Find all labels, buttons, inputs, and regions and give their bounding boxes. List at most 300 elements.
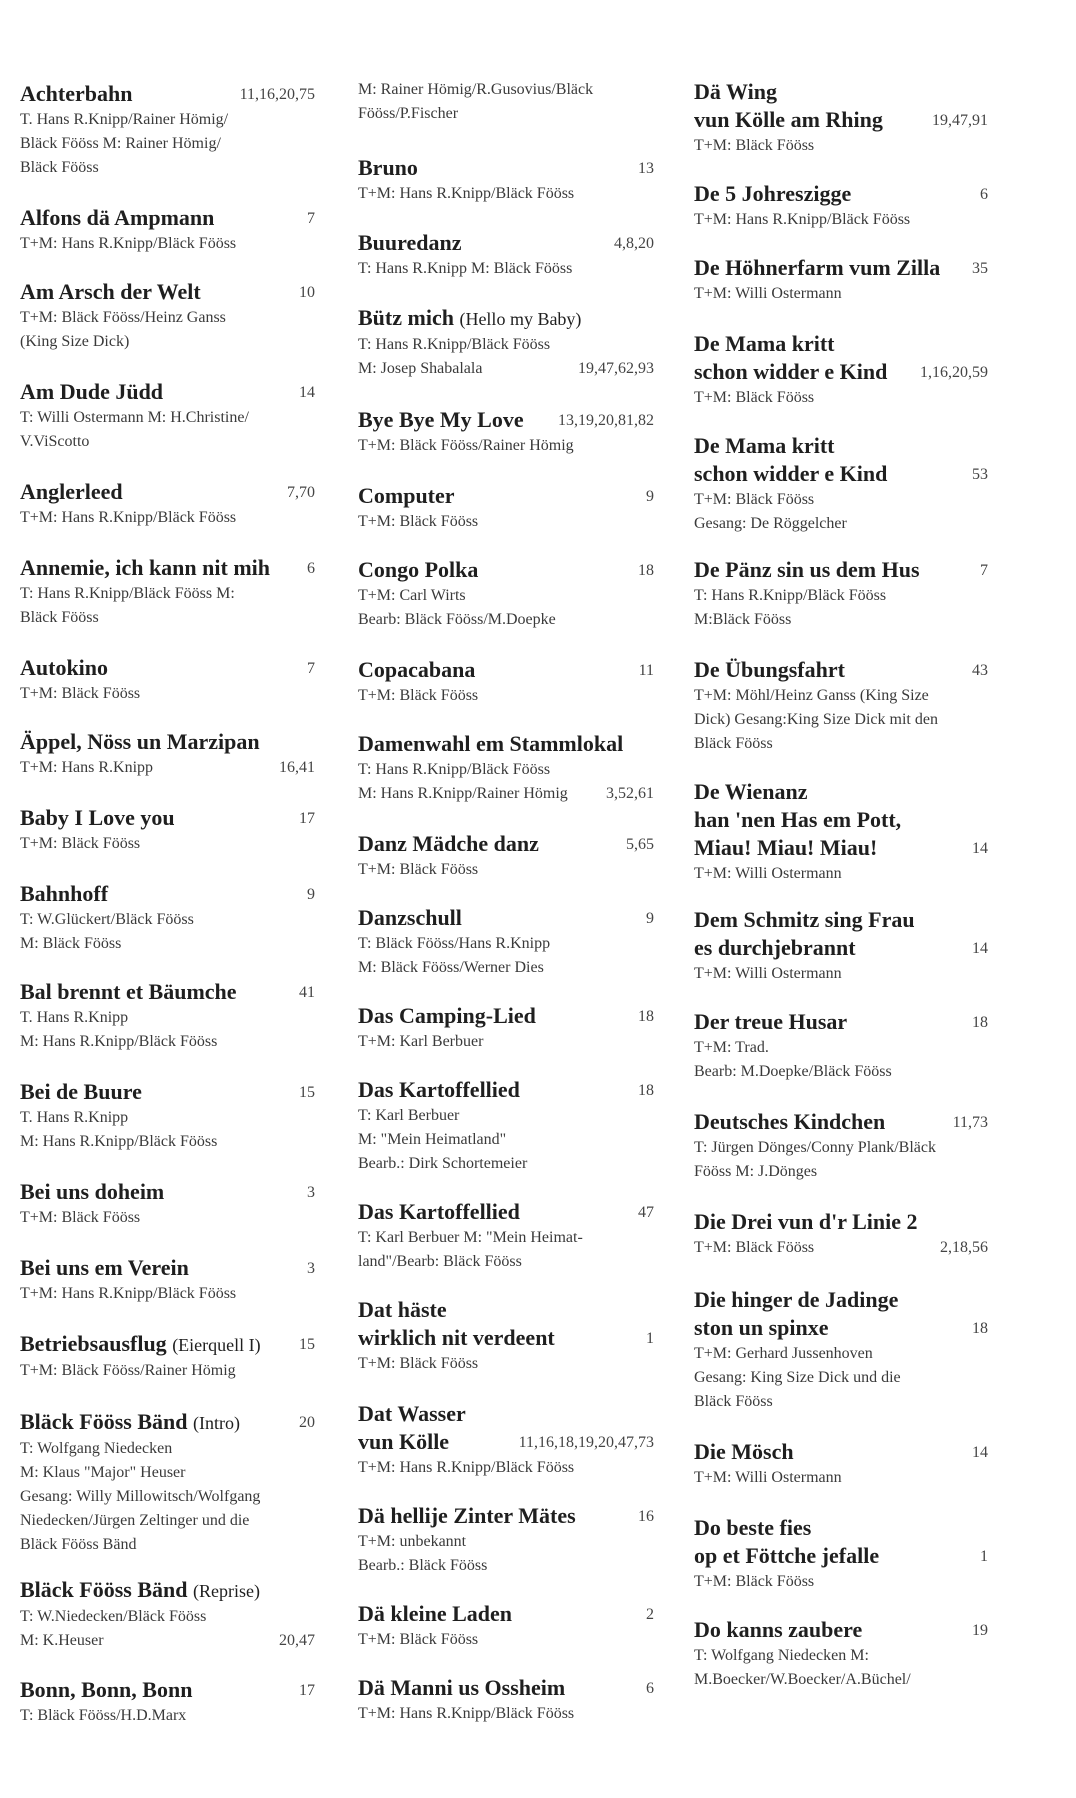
index-entry: [20, 554, 315, 630]
index-entry: [358, 78, 654, 126]
song-title: [20, 1676, 315, 1704]
page-numbers: 9: [646, 488, 654, 505]
page-numbers: 20: [299, 1414, 315, 1431]
credit-text: Bläck Fööss Bänd: [20, 1536, 137, 1553]
song-credits: [694, 684, 988, 708]
credit-text: M: Bläck Fööss: [20, 935, 122, 952]
song-title: [694, 460, 988, 488]
credit-text: T+M: Karl Berbuer: [358, 1033, 484, 1050]
song-title: [694, 806, 988, 834]
song-title-text: Damenwahl em Stammlokal: [358, 731, 624, 756]
index-entry: [358, 1002, 654, 1054]
song-title: [694, 556, 988, 584]
credit-text: T+M: Bläck Fööss: [358, 687, 479, 704]
credit-text: T+M: Bläck Fööss: [358, 1631, 479, 1648]
song-credits: [20, 932, 315, 956]
song-title-text: Danzschull: [358, 905, 462, 930]
song-credits: [358, 1104, 654, 1128]
song-title: [358, 1296, 654, 1324]
index-entry: [694, 1438, 988, 1490]
song-title: [694, 358, 988, 386]
page-numbers: 47: [638, 1204, 654, 1221]
credit-text: Niedecken/Jürgen Zeltinger und die: [20, 1512, 250, 1529]
song-title-text: Dat häste: [358, 1297, 447, 1322]
index-entry: [358, 1400, 654, 1480]
song-title: [20, 1330, 315, 1359]
page-numbers: 15: [299, 1336, 315, 1353]
page-numbers: 35: [972, 260, 988, 277]
song-credits: [694, 862, 988, 886]
song-credits: [694, 1236, 988, 1260]
song-credits: [358, 858, 654, 882]
song-title-text: Achterbahn: [20, 81, 133, 106]
page-numbers: 7: [307, 660, 315, 677]
song-title-text: Annemie, ich kann nit mih: [20, 555, 270, 580]
credit-text: T+M: Hans R.Knipp/Bläck Fööss: [358, 1705, 575, 1722]
credit-text: T+M: Möhl/Heinz Ganss (King Size: [694, 687, 929, 704]
song-title: [694, 1616, 988, 1644]
song-title-text: De Übungsfahrt: [694, 657, 845, 682]
credit-text: T: Hans R.Knipp/Bläck Fööss M:: [20, 585, 235, 602]
song-credits: [694, 708, 988, 732]
song-credits: [358, 758, 654, 782]
song-title: [358, 1076, 654, 1104]
song-title-text: op et Föttche jefalle: [694, 1543, 880, 1568]
song-title: [694, 1438, 988, 1466]
song-title-text: Dä hellije Zinter Mätes: [358, 1503, 576, 1528]
song-subtitle: (Intro): [193, 1413, 240, 1433]
credit-text: T: Hans R.Knipp/Bläck Fööss: [358, 761, 551, 778]
index-entry: [694, 556, 988, 632]
page-numbers: 6: [646, 1680, 654, 1697]
credit-text: Bläck Fööss: [20, 159, 99, 176]
page-numbers: 1,16,20,59: [920, 364, 988, 381]
song-title: [20, 728, 315, 756]
index-entry: [358, 482, 654, 534]
credit-text: T: Bläck Fööss/Hans R.Knipp: [358, 935, 551, 952]
page-numbers: 18: [638, 1082, 654, 1099]
index-entry: [20, 80, 315, 180]
credit-text: T+M: Carl Wirts: [358, 587, 466, 604]
song-title: [358, 1002, 654, 1030]
song-title-text: Bal brennt et Bäumche: [20, 979, 237, 1004]
page-numbers: 20,47: [279, 1632, 315, 1649]
song-credits: [694, 1036, 988, 1060]
song-credits: [358, 782, 654, 806]
credit-text: M: Josep Shabalala: [358, 360, 483, 377]
song-credits: [358, 684, 654, 708]
credit-text: Bearb.: Bläck Fööss: [358, 1557, 488, 1574]
credit-text: T+M: unbekannt: [358, 1533, 467, 1550]
credit-text: T+M: Bläck Fööss: [20, 835, 141, 852]
credit-text: T: Karl Berbuer: [358, 1107, 460, 1124]
song-title-text: Die Drei vun d'r Linie 2: [694, 1209, 918, 1234]
index-entry: [694, 1208, 988, 1260]
index-entry: [358, 304, 654, 381]
song-title: [694, 78, 988, 106]
song-credits: [694, 1136, 988, 1160]
song-credits: [20, 1485, 315, 1509]
song-title-text: Das Kartoffellied: [358, 1077, 520, 1102]
song-title: [20, 554, 315, 582]
song-title-text: Am Dude Jüdd: [20, 379, 164, 404]
credit-text: T: W.Niedecken/Bläck Fööss: [20, 1608, 207, 1625]
page-numbers: 43: [972, 662, 988, 679]
page-numbers: 3,52,61: [606, 785, 654, 802]
credit-text: Gesang: Willy Millowitsch/Wolfgang: [20, 1488, 261, 1505]
song-title-text: Bruno: [358, 155, 418, 180]
credit-text: Bläck Fööss: [694, 735, 773, 752]
song-title: [694, 1514, 988, 1542]
index-entry: [20, 478, 315, 530]
page-numbers: 9: [307, 886, 315, 903]
song-credits: [358, 932, 654, 956]
credit-text: T+M: Bläck Fööss: [694, 389, 815, 406]
song-credits: [358, 434, 654, 458]
song-title-text: Alfons dä Ampmann: [20, 205, 215, 230]
index-entry: [20, 978, 315, 1054]
song-title-text: De Mama kritt: [694, 433, 835, 458]
credit-text: Gesang: King Size Dick und die: [694, 1369, 901, 1386]
index-entry: [358, 656, 654, 708]
credit-text: T: Hans R.Knipp/Bläck Fööss: [358, 336, 551, 353]
song-title-text: Congo Polka: [358, 557, 479, 582]
song-credits: [20, 1605, 315, 1629]
song-title: [20, 1408, 315, 1437]
song-credits: [694, 1668, 988, 1692]
song-title-text: Deutsches Kindchen: [694, 1109, 886, 1134]
credit-text: T+M: Hans R.Knipp/Bläck Fööss: [694, 211, 911, 228]
song-title: [20, 978, 315, 1006]
credit-text: T+M: Bläck Fööss: [358, 513, 479, 530]
song-title-text: han 'nen Has em Pott,: [694, 807, 902, 832]
index-entry: [20, 880, 315, 956]
song-title: [358, 730, 654, 758]
song-title-text: Bei de Buure: [20, 1079, 142, 1104]
song-title-text: Dä kleine Laden: [358, 1601, 513, 1626]
song-title: [20, 478, 315, 506]
song-title-text: Baby I Love you: [20, 805, 175, 830]
index-entry: [694, 906, 988, 986]
credit-text: M.Boecker/W.Boecker/A.Büchel/: [694, 1671, 911, 1688]
song-subtitle: (Eierquell I): [172, 1335, 261, 1355]
song-title-text: De Wienanz: [694, 779, 808, 804]
index-entry: [358, 1076, 654, 1176]
page-numbers: 19,47,91: [932, 112, 988, 129]
song-title: [694, 254, 988, 282]
song-title-text: Danz Mädche danz: [358, 831, 539, 856]
song-title-text: Do kanns zaubere: [694, 1617, 863, 1642]
song-credits: [358, 510, 654, 534]
page-numbers: 14: [299, 384, 315, 401]
song-credits: [20, 132, 315, 156]
page-numbers: 6: [307, 560, 315, 577]
credit-text: M: Rainer Hömig/R.Gusovius/Bläck: [358, 81, 594, 98]
song-title-text: De Mama kritt: [694, 331, 835, 356]
credit-text: M: K.Heuser: [20, 1632, 104, 1649]
song-credits: [358, 333, 654, 357]
credit-text: T+M: Bläck Fööss/Heinz Ganss: [20, 309, 226, 326]
song-title: [694, 180, 988, 208]
song-credits: [358, 1352, 654, 1376]
song-title-text: Bütz mich: [358, 305, 454, 330]
credit-text: Bläck Fööss: [694, 1393, 773, 1410]
song-credits: [20, 682, 315, 706]
index-entry: [694, 254, 988, 306]
credit-text: T: Willi Ostermann M: H.Christine/: [20, 409, 249, 426]
credit-text: T+M: Bläck Fööss: [694, 137, 815, 154]
credit-text: Fööss/P.Fischer: [358, 105, 459, 122]
index-entry: [694, 778, 988, 886]
song-title: [358, 154, 654, 182]
page-numbers: 11,16,18,19,20,47,73: [518, 1434, 654, 1451]
song-title: [694, 906, 988, 934]
index-entry: [358, 1674, 654, 1726]
index-entry: [20, 1408, 315, 1557]
credit-text: T. Hans R.Knipp: [20, 1009, 129, 1026]
page-numbers: 3: [307, 1260, 315, 1277]
song-credits: [358, 1250, 654, 1274]
credit-text: T+M: Hans R.Knipp/Bläck Fööss: [20, 1285, 237, 1302]
song-title: [694, 934, 988, 962]
index-entry: [694, 656, 988, 756]
credit-text: land"/Bearb: Bläck Fööss: [358, 1253, 522, 1270]
credit-text: Bläck Fööss: [20, 609, 99, 626]
song-credits: [20, 306, 315, 330]
page-numbers: 41: [299, 984, 315, 1001]
page-numbers: 13: [638, 160, 654, 177]
index-entry: [694, 1286, 988, 1414]
song-title: [694, 1314, 988, 1342]
credit-text: Dick) Gesang:King Size Dick mit den: [694, 711, 938, 728]
song-title: [694, 656, 988, 684]
page-numbers: 6: [980, 186, 988, 203]
page-numbers: 53: [972, 466, 988, 483]
song-title-text: Die Mösch: [694, 1439, 794, 1464]
song-title: [694, 1008, 988, 1036]
song-credits: [694, 208, 988, 232]
song-credits: [358, 357, 654, 381]
song-title-text: Am Arsch der Welt: [20, 279, 201, 304]
credit-text: M: Hans R.Knipp/Bläck Fööss: [20, 1033, 218, 1050]
song-title: [694, 432, 988, 460]
song-title-text: Das Kartoffellied: [358, 1199, 520, 1224]
song-credits: [20, 156, 315, 180]
song-title-text: Copacabana: [358, 657, 476, 682]
index-entry: [694, 330, 988, 410]
song-title: [694, 778, 988, 806]
credit-text: T+M: Gerhard Jussenhoven: [694, 1345, 873, 1362]
index-entry: [694, 1616, 988, 1692]
song-credits: [20, 1359, 315, 1383]
index-entry: [358, 556, 654, 632]
song-credits: [20, 506, 315, 530]
song-credits: [20, 406, 315, 430]
song-title: [358, 656, 654, 684]
song-credits: [358, 182, 654, 206]
index-entry: [20, 1576, 315, 1653]
index-entry: [358, 154, 654, 206]
song-title-text: Bläck Fööss Bänd: [20, 1409, 188, 1434]
credit-text: M: Hans R.Knipp/Rainer Hömig: [358, 785, 568, 802]
song-title: [20, 1254, 315, 1282]
song-title: [358, 830, 654, 858]
index-entry: [358, 1296, 654, 1376]
song-credits: [358, 257, 654, 281]
index-entry: [20, 804, 315, 856]
song-credits: [694, 386, 988, 410]
song-credits: [694, 1342, 988, 1366]
index-entry: [694, 1008, 988, 1084]
page-numbers: 7: [307, 210, 315, 227]
song-credits: [694, 1390, 988, 1414]
song-credits: [20, 1030, 315, 1054]
song-credits: [20, 582, 315, 606]
credit-text: M: Bläck Fööss/Werner Dies: [358, 959, 544, 976]
credit-text: T+M: Bläck Fööss/Rainer Hömig: [358, 437, 574, 454]
song-title: [694, 330, 988, 358]
index-entry: [20, 378, 315, 454]
index-entry: [20, 654, 315, 706]
song-title: [20, 654, 315, 682]
page-numbers: 9: [646, 910, 654, 927]
song-credits: [694, 488, 988, 512]
credit-text: T+M: Bläck Fööss: [694, 1239, 815, 1256]
credit-text: (King Size Dick): [20, 333, 130, 350]
song-title: [358, 406, 654, 434]
song-title-text: wirklich nit verdeent: [358, 1325, 555, 1350]
song-credits: [20, 1282, 315, 1306]
song-title-text: Dä Wing: [694, 79, 777, 104]
song-credits: [20, 606, 315, 630]
song-title: [358, 1674, 654, 1702]
song-title: [358, 304, 654, 333]
page-numbers: 1: [646, 1330, 654, 1347]
song-credits: [358, 78, 654, 102]
song-title-text: Autokino: [20, 655, 109, 680]
page-numbers: 7: [980, 562, 988, 579]
song-title: [20, 278, 315, 306]
song-credits: [20, 1509, 315, 1533]
credit-text: T+M: Hans R.Knipp: [20, 759, 154, 776]
page-numbers: 19,47,62,93: [578, 360, 654, 377]
page-numbers: 11,16,20,75: [239, 86, 315, 103]
page-numbers: 5,65: [626, 836, 654, 853]
song-title: [20, 378, 315, 406]
page-numbers: 18: [638, 1008, 654, 1025]
song-title: [694, 1542, 988, 1570]
song-title: [358, 1198, 654, 1226]
page-numbers: 17: [299, 1682, 315, 1699]
index-entry: [20, 204, 315, 256]
song-title-text: Bläck Fööss Bänd: [20, 1577, 188, 1602]
credit-text: T+M: Bläck Fööss: [358, 1355, 479, 1372]
song-credits: [358, 1030, 654, 1054]
index-entry: [20, 278, 315, 354]
song-subtitle: (Hello my Baby): [459, 309, 582, 329]
credit-text: T+M: Hans R.Knipp/Bläck Fööss: [20, 509, 237, 526]
page-numbers: 16: [638, 1508, 654, 1525]
credit-text: T+M: Bläck Fööss: [20, 685, 141, 702]
page-numbers: 13,19,20,81,82: [558, 412, 654, 429]
page-numbers: 4,8,20: [614, 235, 654, 252]
credit-text: Bearb: M.Doepke/Bläck Fööss: [694, 1063, 892, 1080]
song-credits: [358, 1152, 654, 1176]
song-credits: [694, 1060, 988, 1084]
credit-text: T+M: Willi Ostermann: [694, 965, 842, 982]
song-title-text: Bonn, Bonn, Bonn: [20, 1677, 193, 1702]
song-credits: [694, 282, 988, 306]
page-numbers: 17: [299, 810, 315, 827]
song-title-text: Do beste fies: [694, 1515, 812, 1540]
credit-text: T: Wolfgang Niedecken M:: [694, 1647, 869, 1664]
credit-text: Bearb.: Dirk Schortemeier: [358, 1155, 528, 1172]
song-title: [358, 482, 654, 510]
song-title-text: Bye Bye My Love: [358, 407, 524, 432]
song-title-text: schon widder e Kind: [694, 461, 888, 486]
song-title: [358, 229, 654, 257]
index-entry: [358, 730, 654, 806]
credit-text: T+M: Trad.: [694, 1039, 769, 1056]
song-credits: [694, 584, 988, 608]
page-numbers: 14: [972, 940, 988, 957]
page-numbers: 11: [638, 662, 654, 679]
page-numbers: 19: [972, 1622, 988, 1639]
song-credits: [20, 1006, 315, 1030]
song-credits: [20, 1206, 315, 1230]
index-entry: [20, 1330, 315, 1383]
song-title-text: Anglerleed: [20, 479, 123, 504]
credit-text: T+M: Bläck Fööss: [694, 491, 815, 508]
song-title-text: Die hinger de Jadinge: [694, 1287, 899, 1312]
page-numbers: 3: [307, 1184, 315, 1201]
song-credits: [694, 1570, 988, 1594]
credit-text: Bearb: Bläck Fööss/M.Doepke: [358, 611, 556, 628]
index-entry: [358, 1502, 654, 1578]
index-entry: [20, 1178, 315, 1230]
index-entry: [20, 1254, 315, 1306]
song-credits: [20, 1437, 315, 1461]
credit-text: T: Wolfgang Niedecken: [20, 1440, 173, 1457]
song-credits: [694, 1466, 988, 1490]
credit-text: T+M: Willi Ostermann: [694, 285, 842, 302]
song-credits: [20, 232, 315, 256]
song-title: [20, 1178, 315, 1206]
song-credits: [694, 134, 988, 158]
credit-text: M: Hans R.Knipp/Bläck Fööss: [20, 1133, 218, 1150]
index-entry: [694, 1108, 988, 1184]
song-credits: [20, 430, 315, 454]
song-credits: [358, 102, 654, 126]
song-credits: [358, 1226, 654, 1250]
song-credits: [358, 1456, 654, 1480]
index-entry: [358, 1600, 654, 1652]
page-numbers: 1: [980, 1548, 988, 1565]
song-title-text: De 5 Johreszigge: [694, 181, 852, 206]
credit-text: T+M: Bläck Fööss: [694, 1573, 815, 1590]
song-title-text: Betriebsausflug: [20, 1331, 167, 1356]
song-title: [20, 204, 315, 232]
song-credits: [358, 1554, 654, 1578]
song-credits: [694, 732, 988, 756]
song-title: [694, 834, 988, 862]
page-numbers: 18: [972, 1014, 988, 1031]
page-numbers: 10: [299, 284, 315, 301]
credit-text: T: W.Glückert/Bläck Fööss: [20, 911, 194, 928]
song-title: [694, 1208, 988, 1236]
song-title-text: vun Kölle am Rhing: [694, 107, 883, 132]
credit-text: T+M: Willi Ostermann: [694, 865, 842, 882]
